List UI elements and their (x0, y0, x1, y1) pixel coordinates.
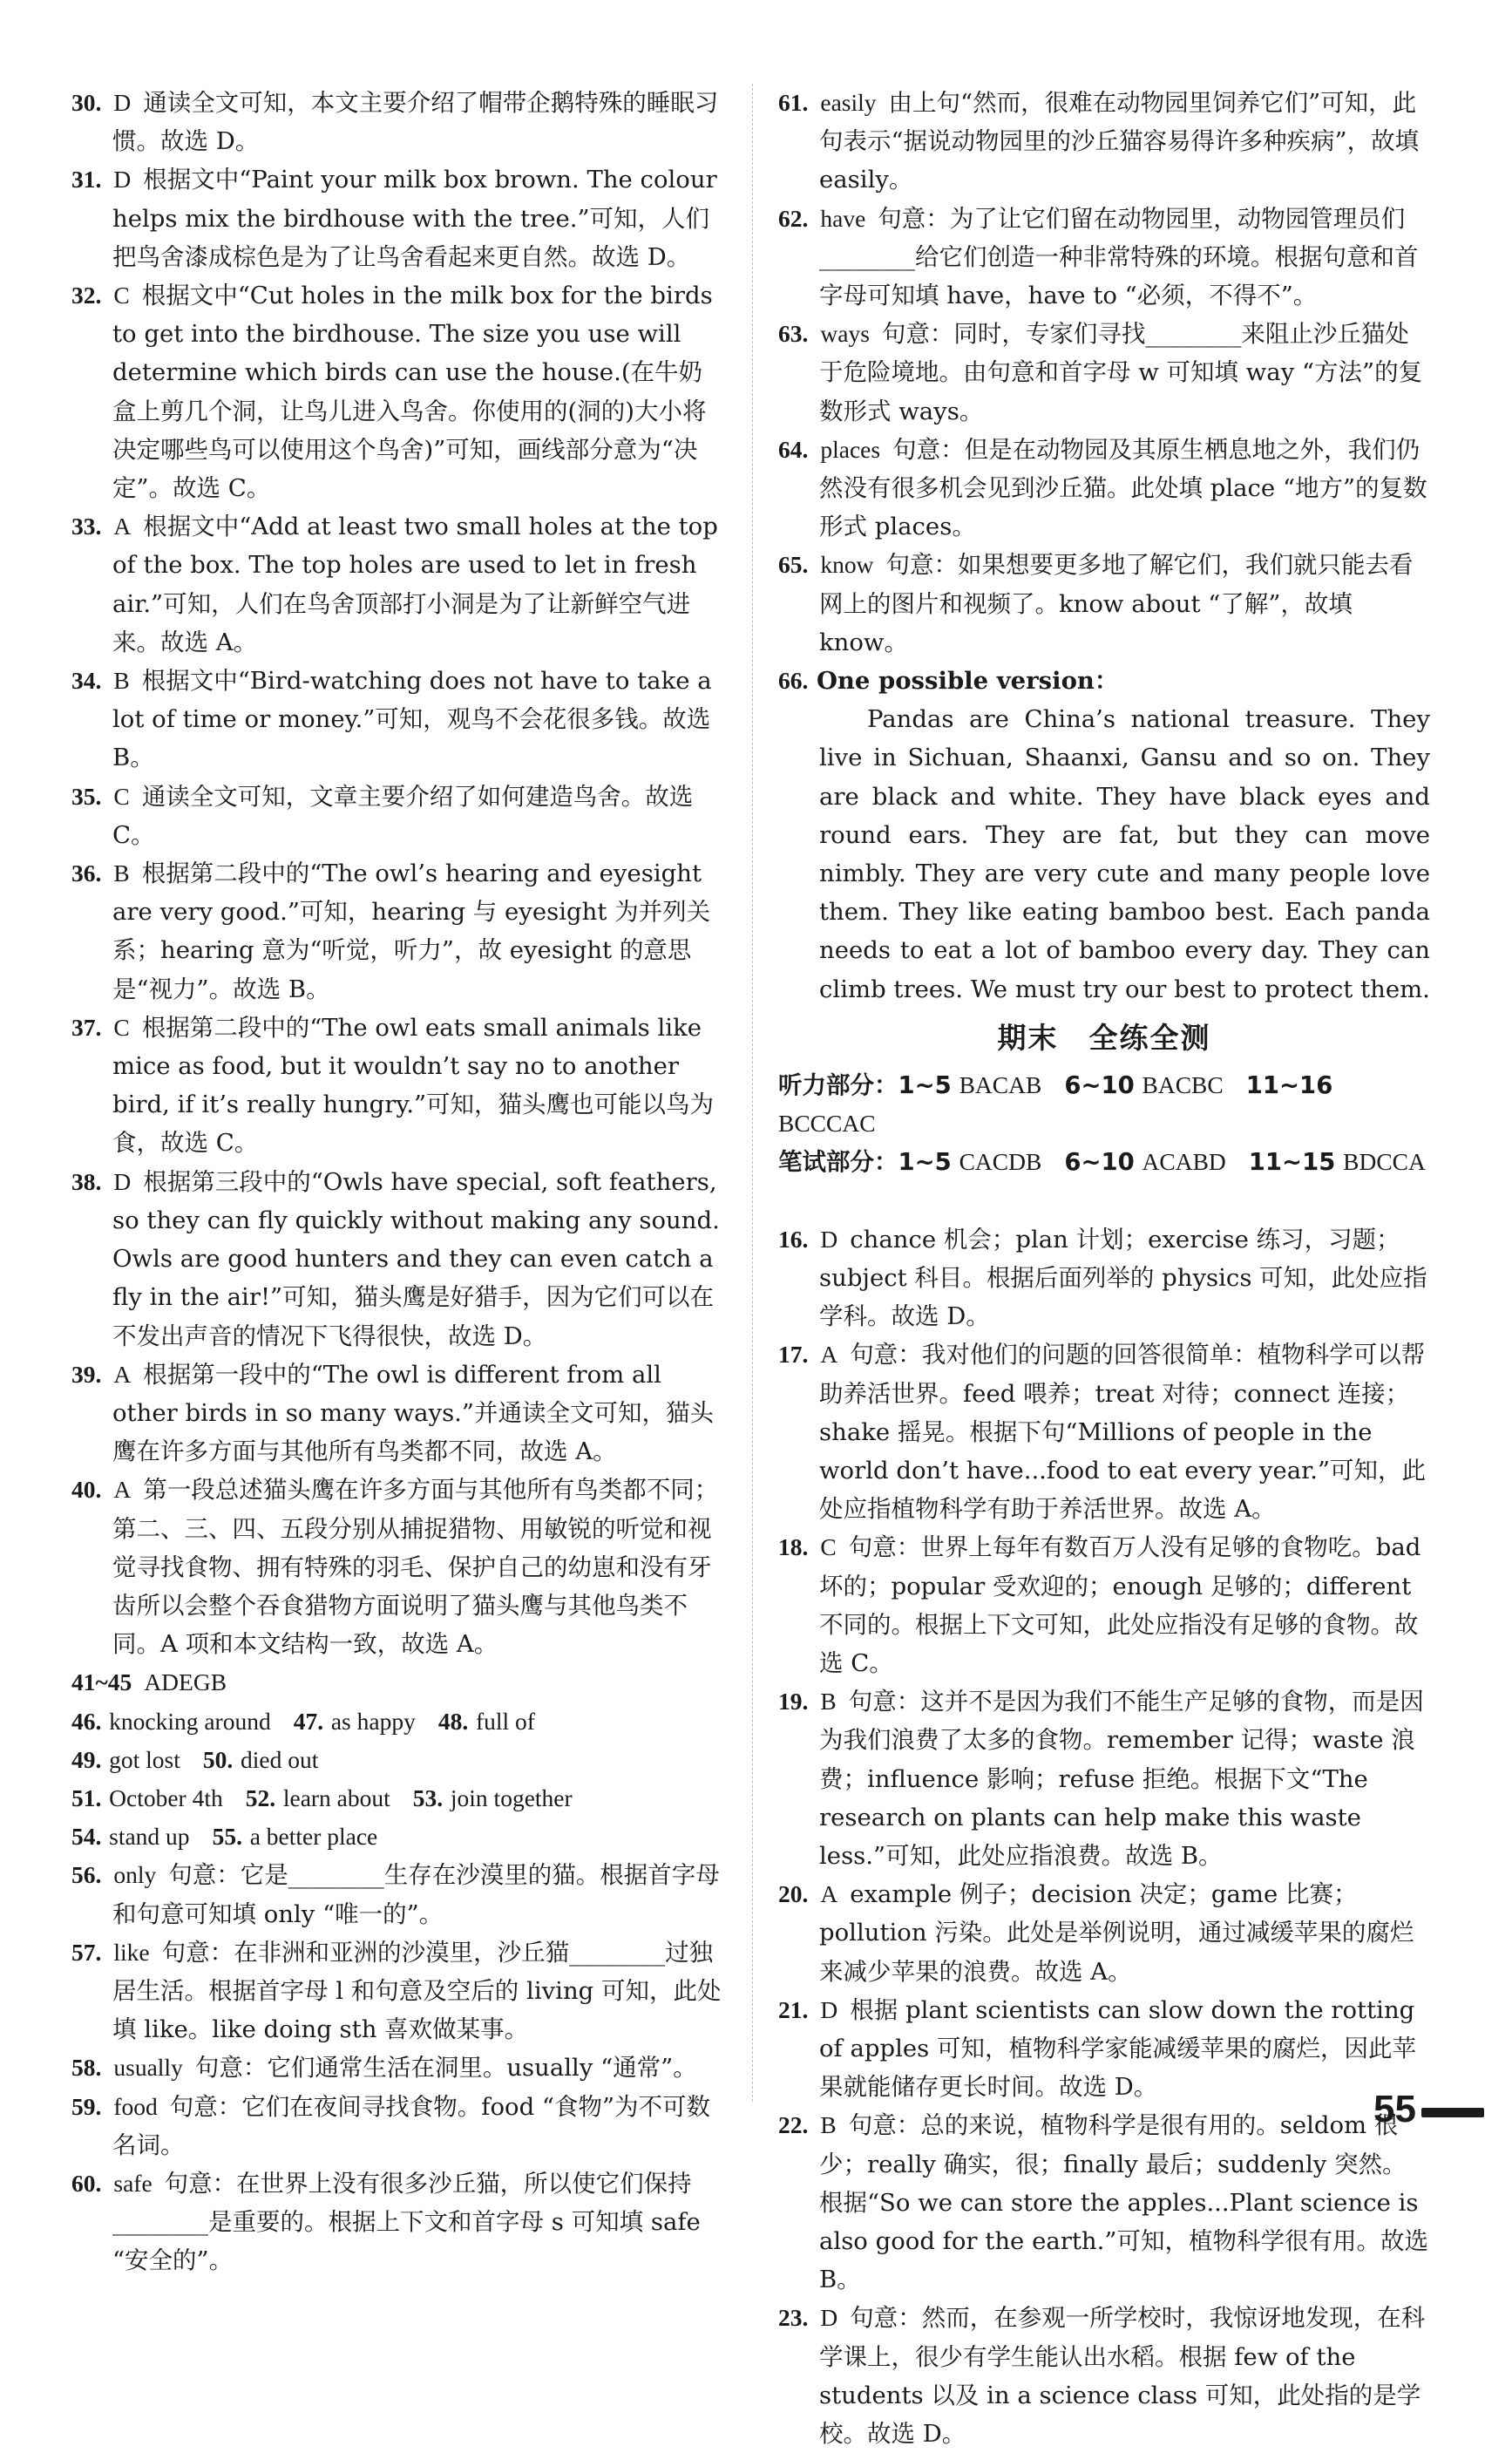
item-number: 34. (71, 667, 102, 695)
answer-item (778, 315, 1430, 431)
item-explanation: 通读全文可知，文章主要介绍了如何建造鸟舍。故选 C。 (112, 782, 694, 849)
item-answer: died out (241, 1745, 319, 1773)
answer-range: 6~10 (1064, 1148, 1135, 1177)
item-number: 58. (71, 2054, 102, 2082)
item-explanation: 句意：总的来说，植物科学是很有用的。seldom 很少；really 确实，很；finally 最后；suddenly 突然。根据“So we can store the apples...Plant science is also good for the earth.”可知，植物科学很有用。故选 B。 (819, 2111, 1428, 2294)
column-divider (752, 84, 753, 2102)
essay-label: One possible version： (816, 667, 1119, 696)
essay-body (778, 700, 1430, 1009)
item-answer: D (113, 89, 132, 116)
answer-item (778, 546, 1430, 662)
item-number: 23. (778, 2304, 809, 2332)
item-explanation: 句意：世界上每年有数百万人没有足够的食物吃。bad 坏的；popular 受欢迎的；enough 足够的；different 不同的。根据上下文可知，此处应指没有足够的食物。故选 C。 (819, 1533, 1421, 1677)
item-number: 19. (778, 1688, 809, 1716)
item-answer: usually (113, 2054, 183, 2082)
answer-item (778, 1335, 1430, 1528)
answer-item (778, 431, 1430, 547)
item-answer: D (820, 1995, 838, 2023)
item-answer: D (113, 166, 132, 194)
item-explanation: 根据第三段中的“Owls have special, soft feathers, so they can fly quickly without making any sound. Owls are good hunters and they can even catch a fly in the air!”可知，猫头鹰是好猎手，因为它们可以在不发出声音的情况下飞得很快，故选 D。 (112, 1167, 720, 1350)
phrase-row (71, 1779, 723, 1818)
item-explanation: 句意：它是________生存在沙漠里的猫。根据首字母和句意可知填 only “唯一的”。 (112, 1861, 720, 1928)
item-number: 57. (71, 1938, 102, 1966)
answer-item (71, 1471, 723, 1663)
item-number: 30. (71, 89, 102, 116)
item-number: 31. (71, 166, 102, 194)
item-number: 35. (71, 782, 102, 810)
answer-item (778, 1220, 1430, 1336)
phrase-row (71, 1818, 723, 1856)
answer-sequence: BDCCA (1343, 1148, 1426, 1176)
writing-row (778, 1143, 1430, 1220)
item-number: 39. (71, 1360, 102, 1388)
writing-answers (778, 1143, 1430, 1220)
answer-range: 11~15 (1248, 1148, 1336, 1177)
item-explanation: 通读全文可知，本文主要介绍了帽带企鹅特殊的睡眠习惯。故选 D。 (112, 89, 719, 156)
left-column (71, 84, 723, 2280)
item-answer: October 4th (109, 1784, 223, 1811)
answer-sequence: ACABD (1142, 1148, 1226, 1176)
answer-item (778, 1875, 1430, 1991)
item-answer: know (820, 551, 874, 579)
essay-block (778, 662, 1430, 1009)
short-answer-list (71, 1663, 723, 1702)
item-number: 22. (778, 2111, 809, 2139)
item-number: 16. (778, 1225, 809, 1253)
item-number: 17. (778, 1341, 809, 1369)
item-number: 63. (778, 320, 809, 348)
item-explanation: 句意：它们在夜间寻找食物。food “食物”为不可数名词。 (112, 2092, 711, 2159)
answer-item (71, 2049, 723, 2087)
item-explanation: 句意：但是在动物园及其原生栖息地之外，我们仍然没有很多机会见到沙丘猫。此处填 place “地方”的复数形式 places。 (819, 435, 1427, 541)
item-answer: B (820, 2111, 837, 2139)
item-answer: only (113, 1861, 157, 1889)
item-number: 49. (71, 1745, 102, 1773)
item-explanation: 句意：为了让它们留在动物园里，动物园管理员们________给它们创造一种非常特殊的环境。根据句意和首字母可知填 have，have to “必须，不得不”。 (819, 204, 1419, 310)
answer-sequence: BCCCAC (778, 1110, 876, 1138)
item-explanation: 根据 plant scientists can slow down the rotting of apples 可知，植物科学家能减缓苹果的腐烂，因此苹果就能储存更长时间。故选 D。 (819, 1995, 1417, 2102)
item-number: 33. (71, 513, 102, 540)
answer-sequence: BACAB (959, 1070, 1042, 1098)
page-number: 55 (1373, 2088, 1416, 2130)
answer-range: 6~10 (1064, 1070, 1135, 1099)
answer-item (778, 2299, 1430, 2453)
item-answer: easily (820, 89, 877, 116)
item-answer: places (820, 435, 881, 463)
answer-item (778, 200, 1430, 316)
item-answer: B (113, 860, 130, 887)
item-answer: A (820, 1341, 838, 1369)
item-number: 38. (71, 1167, 102, 1195)
answer-item (71, 1163, 723, 1356)
item-number: 37. (71, 1013, 102, 1041)
item-number: 54. (71, 1823, 102, 1851)
answer-item (71, 84, 723, 160)
answer-item (71, 160, 723, 276)
item-explanation: 第一段总述猫头鹰在许多方面与其他所有鸟类都不同；第二、三、四、五段分别从捕捉猎物、用敏锐的听觉和视觉寻找食物、拥有特殊的羽毛、保护自己的幼崽和没有牙齿所以会整个吞食猎物方面说明了猫头鹰与其他鸟类不同。A 项和本文结构一致，故选 A。 (112, 1476, 719, 1659)
item-explanation: 根据第一段中的“The owl is different from all other birds in so many ways.”并通读全文可知，猫头鹰在许多方面与其他所有鸟类都不同，故选 A。 (112, 1360, 714, 1466)
essay-heading (778, 662, 1430, 700)
item-explanation: 根据文中“Bird-watching does not have to take a lot of time or money.”可知，观鸟不会花很多钱。故选 B。 (112, 667, 712, 772)
item-answer: D (820, 1225, 838, 1253)
item-explanation: 根据第二段中的“The owl’s hearing and eyesight are very good.”可知，hearing 与 eyesight 为并列关系；hearing 意为“听觉，听力”，故 eyesight 的意思是“视力”。故选 B。 (112, 860, 711, 1003)
item-explanation: 根据第二段中的“The owl eats small animals like mice as food, but it wouldn’t say no to another bird, if it’s really hungry.”可知，猫头鹰也可能以鸟为食，故选 C。 (112, 1013, 715, 1158)
item-number: 59. (71, 2092, 102, 2120)
item-answer: as happy (330, 1707, 416, 1735)
answer-item (778, 1528, 1430, 1682)
answer-range: 1~5 (898, 1148, 952, 1177)
item-number: 56. (71, 1861, 102, 1889)
answer-item (71, 1856, 723, 1933)
item-number: 53. (412, 1784, 444, 1811)
item-answer: D (820, 2304, 838, 2332)
phrase-row (71, 1702, 723, 1741)
item-answer: C (820, 1533, 837, 1561)
item-answer: C (113, 282, 130, 309)
item-answer: like (113, 1938, 150, 1966)
answer-sequence: CACDB (959, 1148, 1042, 1176)
item-number: 46. (71, 1707, 102, 1735)
item-answer: learn about (282, 1784, 390, 1811)
item-number: 61. (778, 89, 809, 116)
answer-item (778, 1991, 1430, 2107)
answer-item (71, 1933, 723, 2049)
item-explanation: example 例子；decision 决定；game 比赛；pollution 污染。此处是举例说明，通过减缓苹果的腐烂来减少苹果的浪费。故选 A。 (819, 1880, 1414, 1986)
item-answer: have (820, 204, 866, 232)
item-answer: B (113, 667, 130, 695)
item-answer: a better place (249, 1823, 378, 1851)
right-column (778, 84, 1430, 2453)
answer-item (71, 1356, 723, 1471)
answer-item (71, 276, 723, 507)
item-explanation: 句意：它们通常生活在洞里。usually “通常”。 (194, 2054, 697, 2083)
left-answer-list (71, 84, 723, 1663)
item-answer: stand up (109, 1823, 190, 1851)
item-answer: ADEGB (144, 1668, 227, 1696)
item-answer: safe (113, 2169, 153, 2197)
item-answer: join together (450, 1784, 573, 1811)
essay-text: Pandas are China’s national treasure. They live in Sichuan, Shaanxi, Gansu and so on. They are black and white. They have black eyes and round ears. They are fat, but they can move nimbly. They are very cute and many people love them. They like eating bamboo best. Each panda needs to eat a lot of bamboo every day. They can climb trees. We must try our best to protect them. (819, 705, 1430, 1003)
item-explanation: 根据文中“Cut holes in the milk box for the birds to get into the birdhouse. The size you use will determine which birds can use the house.(在牛奶盒上剪几个洞，让鸟儿进入鸟舍。你使用的(洞的)大小将决定哪些鸟可以使用这个鸟舍)”可知，画线部分意为“决定”。故选 C。 (112, 282, 713, 503)
item-explanation: 句意：然而，在参观一所学校时，我惊讶地发现，在科学课上，很少有学生能认出水稻。根据 few of the students 以及 in a science class 可知，此处指的是学校。故选 D。 (819, 2304, 1426, 2448)
item-number: 47. (293, 1707, 324, 1735)
item-explanation: chance 机会；plan 计划；exercise 练习，习题；subject 科目。根据后面列举的 physics 可知，此处应指学科。故选 D。 (819, 1225, 1427, 1331)
item-answer: ways (820, 320, 870, 348)
page-number-bar (1421, 2108, 1484, 2117)
answer-item (71, 778, 723, 854)
item-number: 32. (71, 282, 102, 309)
item-number: 64. (778, 435, 809, 463)
item-answer: A (820, 1880, 838, 1908)
item-number: 20. (778, 1880, 809, 1908)
item-answer: A (113, 1360, 132, 1388)
item-answer: food (113, 2092, 158, 2120)
answer-item (71, 854, 723, 1009)
item-number: 40. (71, 1476, 102, 1504)
item-answer: C (113, 1013, 130, 1041)
item-explanation: 根据文中“Paint your milk box brown. The colour helps mix the birdhouse with the tree.”可知，人们把鸟舍漆成棕色是为了让鸟舍看起来更自然。故选 D。 (112, 166, 717, 271)
item-number: 62. (778, 204, 809, 232)
item-explanation: 由上句“然而，很难在动物园里饲养它们”可知，此句表示“据说动物园里的沙丘猫容易得许多种疾病”，故填 easily。 (819, 89, 1420, 194)
listening-label: 听力部分： (778, 1070, 898, 1099)
answer-range: 1~5 (898, 1070, 952, 1099)
answer-item (71, 507, 723, 662)
item-number: 48. (437, 1707, 469, 1735)
phrase-answer-list (71, 1702, 723, 1857)
item-explanation: 句意：在世界上没有很多沙丘猫，所以使它们保持________是重要的。根据上下文和首字母 s 可知填 safe “安全的”。 (112, 2169, 701, 2275)
listening-row (778, 1066, 1430, 1143)
item-explanation: 句意：在非洲和亚洲的沙漠里，沙丘猫________过独居生活。根据首字母 l 和句意及空后的 living 可知，此处填 like。like doing sth 喜欢做某事。 (112, 1938, 722, 2044)
answer-sequence: BACBC (1142, 1070, 1224, 1098)
answer-item (71, 662, 723, 778)
answer-item (71, 1009, 723, 1163)
answer-item (71, 2088, 723, 2164)
answer-item (778, 84, 1430, 200)
item-explanation: 句意：我对他们的问题的回答很简单：植物科学可以帮助养活世界。feed 喂养；treat 对待；connect 连接；shake 摇晃。根据下句“Millions of people in the world don’t have...food to eat every year.”可知，此处应指植物科学有助于养活世界。故选 A。 (819, 1341, 1427, 1524)
item-answer: A (113, 1476, 132, 1504)
item-number: 18. (778, 1533, 809, 1561)
phrase-row (71, 1741, 723, 1779)
item-number: 51. (71, 1784, 102, 1811)
left-answer-list-2 (71, 1856, 723, 2280)
right-answer-list-2 (778, 1220, 1430, 2453)
item-number: 52. (245, 1784, 276, 1811)
item-number: 65. (778, 551, 809, 579)
item-answer: C (113, 782, 130, 810)
item-number: 66. (778, 667, 809, 695)
item-explanation: 句意：这并不是因为我们不能生产足够的食物，而是因为我们浪费了太多的食物。remember 记得；waste 浪费；influence 影响；refuse 拒绝。根据下文“The research on plants can help make this waste less.”可知，此处应指浪费。故选 B。 (819, 1688, 1424, 1870)
item-number: 41~45 (71, 1668, 132, 1696)
listening-answers (778, 1066, 1430, 1143)
item-answer: B (820, 1688, 837, 1716)
item-explanation: 句意：如果想要更多地了解它们，我们就只能去看网上的图片和视频了。know about “了解”，故填 know。 (819, 551, 1414, 656)
section-title: 期末 全练全测 (997, 1020, 1211, 1055)
item-explanation: 根据文中“Add at least two small holes at the top of the box. The top holes are used to let in fresh air.”可知，人们在鸟舍顶部打小洞是为了让新鲜空气进来。故选 A。 (112, 513, 718, 656)
item-number: 36. (71, 860, 102, 887)
writing-label: 笔试部分： (778, 1148, 898, 1177)
answer-item (778, 1682, 1430, 1875)
answer-item (71, 1663, 723, 1702)
item-answer: got lost (109, 1745, 180, 1773)
answer-item (71, 2164, 723, 2280)
item-number: 50. (202, 1745, 234, 1773)
right-answer-list (778, 84, 1430, 662)
item-answer: D (113, 1167, 132, 1195)
item-number: 21. (778, 1995, 809, 2023)
item-number: 60. (71, 2169, 102, 2197)
item-number: 55. (212, 1823, 242, 1851)
item-explanation: 句意：同时，专家们寻找________来阻止沙丘猫处于危险境地。由句意和首字母 w 可知填 way “方法”的复数形式 ways。 (819, 320, 1423, 425)
item-answer: full of (475, 1707, 535, 1735)
item-answer: A (113, 513, 132, 540)
item-answer: knocking around (109, 1707, 271, 1735)
answer-range: 11~16 (1245, 1070, 1333, 1099)
